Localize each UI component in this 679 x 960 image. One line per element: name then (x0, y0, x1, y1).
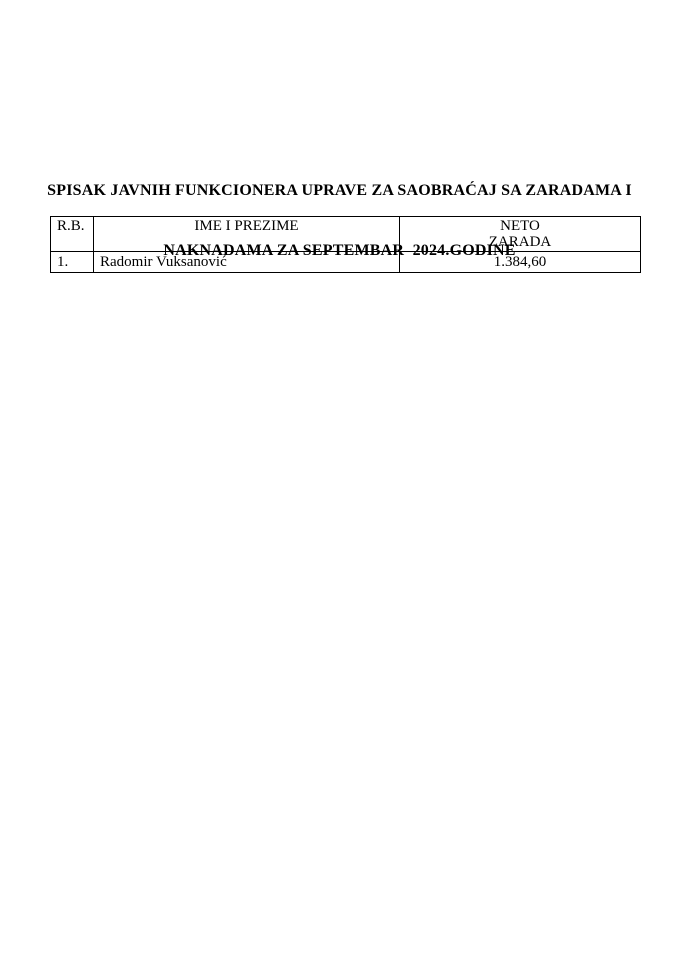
column-header-neto-zarada: NETO ZARADA (400, 217, 641, 252)
column-header-rb: R.B. (51, 217, 94, 252)
cell-name: Radomir Vuksanović (94, 252, 400, 273)
cell-neto-zarada: 1.384,60 (400, 252, 641, 273)
document-title-line-2: NAKNADAMA ZA SEPTEMBAR 2024.GODINE (163, 242, 516, 259)
table-row (51, 252, 641, 273)
cell-row-number: 1. (51, 252, 94, 273)
document-title-line-1: SPISAK JAVNIH FUNKCIONERA UPRAVE ZA SAOBRAĆAJ SA ZARADAMA I (47, 182, 632, 199)
table-header-row (51, 217, 641, 252)
column-header-name: IME I PREZIME (94, 217, 400, 252)
salary-table (50, 216, 641, 273)
